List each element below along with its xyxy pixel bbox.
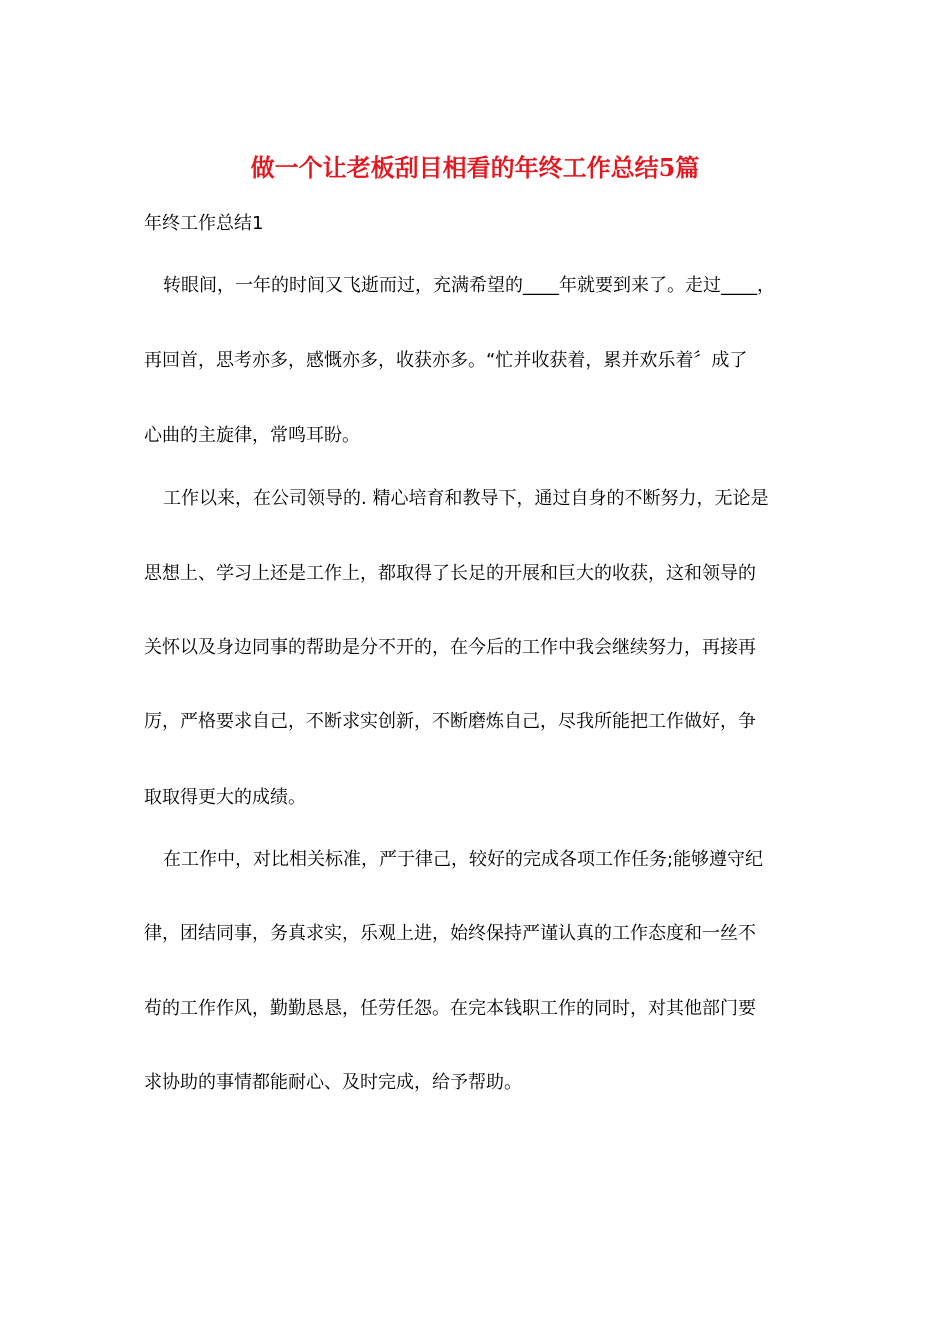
paragraph-line: 再回首，思考亦多，感慨亦多，收获亦多。“忙并收获着，累并欢乐着〞成了 <box>144 350 748 371</box>
paragraph-line: 转眼间，一年的时间又飞逝而过，充满希望的____年就要到来了。走过____， <box>163 275 775 296</box>
paragraph-line: 关怀以及身边同事的帮助是分不开的，在今后的工作中我会继续努力，再接再 <box>144 637 756 658</box>
paragraph-line: 厉，严格要求自己，不断求实创新，不断磨炼自己，尽我所能把工作做好，争 <box>144 711 756 732</box>
paragraph-line: 在工作中，对比相关标准，严于律己，较好的完成各项工作任务;能够遵守纪 <box>163 849 764 870</box>
paragraph-line: 心曲的主旋律，常鸣耳盼。 <box>144 425 360 446</box>
paragraph-line: 苟的工作作风，勤勤恳恳，任劳任怨。在完本钱职工作的同时，对其他部门要 <box>144 998 756 1019</box>
paragraph-line: 求协助的事情都能耐心、及时完成，给予帮助。 <box>144 1072 522 1093</box>
paragraph-line: 律，团结同事，务真求实，乐观上进，始终保持严谨认真的工作态度和一丝不 <box>144 923 756 944</box>
paragraph-line: 工作以来，在公司领导的. 精心培育和教导下，通过自身的不断努力，无论是 <box>163 488 769 509</box>
paragraph-line: 思想上、学习上还是工作上，都取得了长足的开展和巨大的收获，这和领导的 <box>144 563 756 584</box>
document-title: 做一个让老板刮目相看的年终工作总结5篇 <box>250 153 700 182</box>
section-heading: 年终工作总结1 <box>144 213 264 234</box>
paragraph-line: 取取得更大的成绩。 <box>144 787 306 808</box>
